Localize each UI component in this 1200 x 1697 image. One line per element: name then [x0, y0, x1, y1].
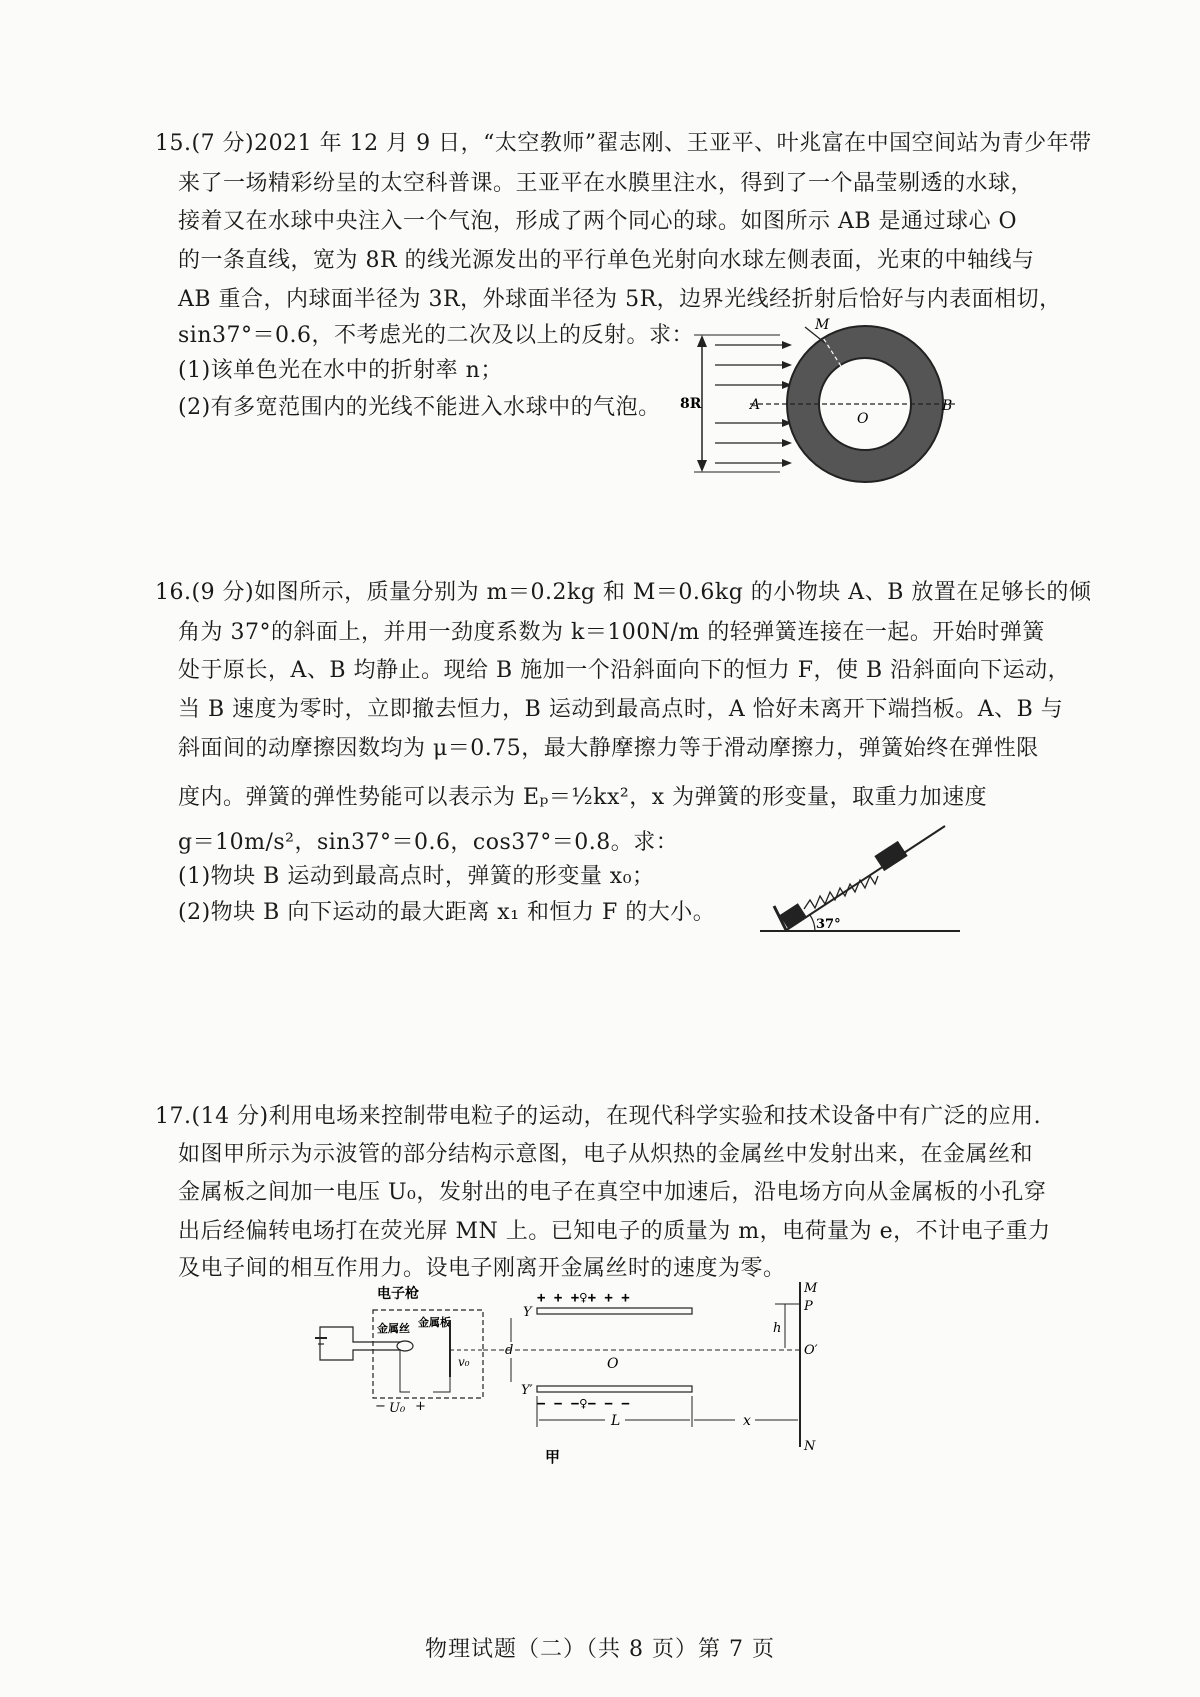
q17-line-3: 金属板之间加一电压 U₀，发射出的电子在真空中加速后，沿电场方向从金属板的小孔穿: [178, 1180, 1047, 1205]
q15-line-8: (2)有多宽范围内的光线不能进入水球中的气泡。: [178, 395, 661, 420]
label-Op: O′: [804, 1343, 818, 1358]
q16-line-2: 角为 37°的斜面上，并用一劲度系数为 k＝100N/m 的轻弹簧连接在一起。开始时弹簧: [178, 620, 1045, 645]
label-L: L: [611, 1413, 621, 1429]
top-plate-charges: + + +♀+ + +: [537, 1290, 630, 1306]
q15-line-2: 来了一场精彩纷呈的太空科普课。王亚平在水膜里注水，得到了一个晶莹剔透的水球，: [178, 171, 1034, 196]
label-Yp: Y′: [521, 1383, 533, 1398]
oscilloscope-figure: [315, 1282, 875, 1497]
q15-line-5: AB 重合，内球面半径为 3R，外球面半径为 5R，边界光线经折射后恰好与内表面相切，: [178, 287, 1062, 312]
u0-minus: −: [375, 1399, 386, 1414]
figure-caption: 甲: [545, 1448, 561, 1466]
q15-line-3: 接着又在水球中央注入一个气泡，形成了两个同心的球。如图所示 AB 是通过球心 O: [178, 209, 1018, 234]
label-Y: Y: [523, 1305, 532, 1320]
q17-line-5: 及电子间的相互作用力。设电子刚离开金属丝时的速度为零。: [178, 1256, 786, 1281]
label-h: h: [773, 1321, 782, 1336]
u0-plus: +: [415, 1399, 426, 1414]
u0-label: U₀: [389, 1401, 406, 1416]
bottom-plate-charges: − − −♀− − −: [537, 1396, 630, 1412]
q16-line-3: 处于原长，A、B 均静止。现给 B 施加一个沿斜面向下的恒力 F，使 B 沿斜面向下运动，: [178, 658, 1071, 683]
q16-line-1: 16.(9 分)如图所示，质量分别为 m＝0.2kg 和 M＝0.6kg 的小物块 A、B 放置在足够长的倾: [155, 580, 1092, 605]
q16-line-8: (1)物块 B 运动到最高点时，弹簧的形变量 x₀；: [178, 864, 655, 889]
label-B: B: [942, 398, 953, 414]
label-A: A: [750, 397, 761, 413]
label-M: M: [815, 317, 830, 333]
label-d: d: [505, 1343, 514, 1358]
label-M-screen: M: [804, 1282, 818, 1296]
q15-line-4: 的一条直线，宽为 8R 的线光源发出的平行单色光射向水球左侧表面，光束的中轴线与: [178, 248, 1035, 273]
label-8R: 8R: [680, 396, 702, 412]
q16-line-9: (2)物块 B 向下运动的最大距离 x₁ 和恒力 F 的大小。: [178, 900, 716, 925]
angle-label: 37°: [816, 917, 841, 932]
label-x: x: [743, 1413, 751, 1429]
q15-line-6: sin37°＝0.6，不考虑光的二次及以上的反射。求：: [178, 323, 694, 348]
water-sphere-figure: [680, 315, 970, 485]
label-N: N: [804, 1439, 816, 1454]
page-footer: 物理试题（二）（共 8 页）第 7 页: [425, 1637, 775, 1662]
filament-label: 金属丝: [377, 1322, 410, 1335]
plate-label: 金属板: [418, 1316, 451, 1329]
q17-line-1: 17.(14 分)利用电场来控制带电粒子的运动，在现代科学实验和技术设备中有广泛的应用.: [155, 1104, 1042, 1129]
q15-line-7: (1)该单色光在水中的折射率 n；: [178, 358, 503, 383]
label-O-center: O: [607, 1356, 619, 1372]
q17-line-4: 出后经偏转电场打在荧光屏 MN 上。已知电子的质量为 m，电荷量为 e，不计电子重力: [178, 1219, 1051, 1244]
label-P: P: [804, 1299, 813, 1314]
q15-line-1: 15.(7 分)2021 年 12 月 9 日，“太空教师”翟志刚、王亚平、叶兆富在中国空间站为青少年带: [155, 131, 1092, 156]
q17-line-2: 如图甲所示为示波管的部分结构示意图，电子从炽热的金属丝中发射出来，在金属丝和: [178, 1142, 1034, 1167]
electron-gun-label: 电子枪: [377, 1286, 419, 1302]
q16-line-4: 当 B 速度为零时，立即撤去恒力，B 运动到最高点时，A 恰好未离开下端挡板。A、B 与: [178, 697, 1064, 722]
q16-line-7: g＝10m/s²，sin37°＝0.6，cos37°＝0.8。求：: [178, 830, 679, 855]
incline-figure: [760, 818, 965, 938]
v0-label: v₀: [458, 1355, 470, 1369]
q16-line-6: 度内。弹簧的弹性势能可以表示为 Eₚ＝½kx²，x 为弹簧的形变量，取重力加速度: [178, 785, 988, 810]
q16-line-5: 斜面间的动摩擦因数均为 μ＝0.75，最大静摩擦力等于滑动摩擦力，弹簧始终在弹性限: [178, 736, 1039, 761]
label-O: O: [857, 411, 869, 427]
